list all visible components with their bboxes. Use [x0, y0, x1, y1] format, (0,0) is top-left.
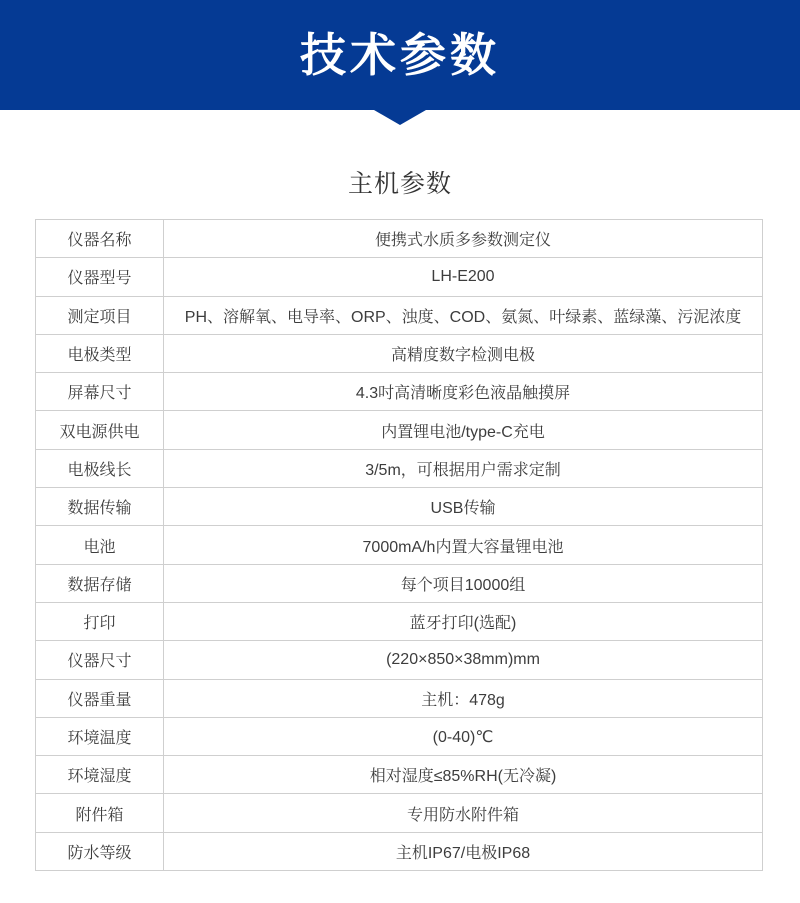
spec-label-cell: 双电源供电 [36, 411, 164, 449]
table-row [36, 449, 763, 487]
table-row [36, 296, 763, 334]
spec-label-cell: 附件箱 [36, 794, 164, 832]
spec-label-cell: 电极线长 [36, 449, 164, 487]
table-row [36, 679, 763, 717]
section-title: 主机参数 [347, 170, 452, 198]
spec-label-cell: 仪器尺寸 [36, 641, 164, 679]
spec-value-cell: USB传输 [164, 488, 763, 526]
spec-value-cell: PH、溶解氧、电导率、ORP、浊度、COD、氨氮、叶绿素、蓝绿藻、污泥浓度 [164, 296, 763, 334]
spec-label-cell: 测定项目 [36, 296, 164, 334]
table-row [36, 641, 763, 679]
spec-value-cell: 每个项目10000组 [164, 564, 763, 602]
spec-value-cell: 相对湿度≤85%RH(无冷凝) [164, 756, 763, 794]
spec-label-cell: 数据传输 [36, 488, 164, 526]
spec-value-cell: 3/5m，可根据用户需求定制 [164, 449, 763, 487]
table-row [36, 564, 763, 602]
banner [0, 0, 800, 110]
specs-table [35, 219, 763, 871]
table-row [36, 373, 763, 411]
spec-value-cell: 专用防水附件箱 [164, 794, 763, 832]
spec-value-cell: (0-40)℃ [164, 717, 763, 755]
spec-value-cell: 高精度数字检测电极 [164, 334, 763, 372]
table-row [36, 258, 763, 296]
spec-value-cell: 4.3吋高清晰度彩色液晶触摸屏 [164, 373, 763, 411]
spec-value-cell: 主机：478g [164, 679, 763, 717]
table-row [36, 717, 763, 755]
spec-label-cell: 打印 [36, 602, 164, 640]
table-row [36, 794, 763, 832]
spec-label-cell: 仪器名称 [36, 220, 164, 258]
spec-label-cell: 仪器重量 [36, 679, 164, 717]
spec-label-cell: 屏幕尺寸 [36, 373, 164, 411]
spec-label-cell: 电极类型 [36, 334, 164, 372]
spec-label-cell: 电池 [36, 526, 164, 564]
table-row [36, 220, 763, 258]
table-row [36, 334, 763, 372]
spec-label-cell: 环境湿度 [36, 756, 164, 794]
specs-table-body [36, 220, 763, 871]
table-row [36, 488, 763, 526]
table-row [36, 526, 763, 564]
spec-value-cell: 内置锂电池/type-C充电 [164, 411, 763, 449]
table-row [36, 602, 763, 640]
spec-value-cell: 便携式水质多参数测定仪 [164, 220, 763, 258]
chevron-down-icon [374, 110, 426, 125]
table-row [36, 756, 763, 794]
table-row [36, 832, 763, 870]
spec-label-cell: 环境温度 [36, 717, 164, 755]
page-title: 技术参数 [300, 29, 500, 81]
spec-value-cell: 7000mA/h内置大容量锂电池 [164, 526, 763, 564]
table-row [36, 411, 763, 449]
spec-value-cell: 蓝牙打印(选配) [164, 602, 763, 640]
spec-value-cell: LH-E200 [164, 258, 763, 296]
spec-label-cell: 仪器型号 [36, 258, 164, 296]
spec-value-cell: (220×850×38mm)mm [164, 641, 763, 679]
spec-label-cell: 防水等级 [36, 832, 164, 870]
spec-label-cell: 数据存储 [36, 564, 164, 602]
spec-value-cell: 主机IP67/电极IP68 [164, 832, 763, 870]
